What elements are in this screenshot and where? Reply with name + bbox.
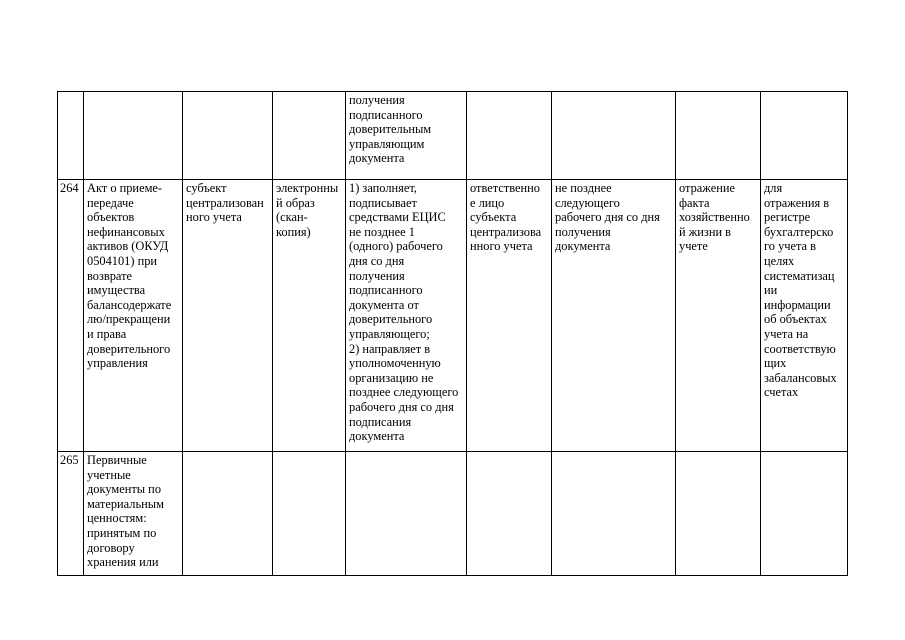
responsible-text: ответственно е лицо субъекта централизова нного учета [470,181,542,254]
usage-cell [761,92,848,180]
executor-text: субъект централизован ного учета [186,181,264,225]
actions-cell [346,180,467,452]
table-row [58,180,848,452]
usage-cell [761,180,848,452]
actions-text: получения подписанного доверительным управляющим документа [349,93,432,166]
document-name-cell [84,180,183,452]
form-cell [273,92,346,180]
responsible-cell [467,180,552,452]
form-cell [273,452,346,576]
document-name-cell [84,452,183,576]
document-name: Первичные учетные документы по материальным ценностям: принятым по договору хранения или [87,453,164,570]
document-name: Акт о приеме- передаче объектов нефинансовых активов (ОКУД 0504101) при возврате имущества балансодержате лю/прекращени и права доверительного управления [87,181,172,371]
row-number-cell [58,180,84,452]
purpose-cell [676,92,761,180]
purpose-text: отражение факта хозяйственно й жизни в учете [679,181,750,254]
actions-cell [346,92,467,180]
deadline-cell [552,180,676,452]
actions-cell [346,452,467,576]
actions-text: 1) заполняет, подписывает средствами ЕЦИС не позднее 1 (одного) рабочего дня со дня получения подписанного документа от доверительного управляющего; 2) направляет в уполномоченную организацию не позднее следующего рабочего дня со дня подписания документа [349,181,459,444]
usage-cell [761,452,848,576]
responsible-cell [467,452,552,576]
executor-cell [183,92,273,180]
usage-text: для отражения в регистре бухгалтерско го учета в целях систематизац ии информации об объектах учета на соответствую щих забалансовых счетах [764,181,837,400]
table-row [58,92,848,180]
executor-cell [183,180,273,452]
executor-cell [183,452,273,576]
form-cell [273,180,346,452]
row-number: 264 [60,181,79,195]
row-number: 265 [60,453,79,467]
deadline-text: не позднее следующего рабочего дня со дня получения документа [555,181,660,254]
deadline-cell [552,92,676,180]
document-table [57,91,848,576]
form-text: электронны й образ (скан- копия) [276,181,339,239]
table-row [58,452,848,576]
deadline-cell [552,452,676,576]
purpose-cell [676,180,761,452]
responsible-cell [467,92,552,180]
purpose-cell [676,452,761,576]
row-number-cell [58,452,84,576]
row-number-cell [58,92,84,180]
document-name-cell [84,92,183,180]
